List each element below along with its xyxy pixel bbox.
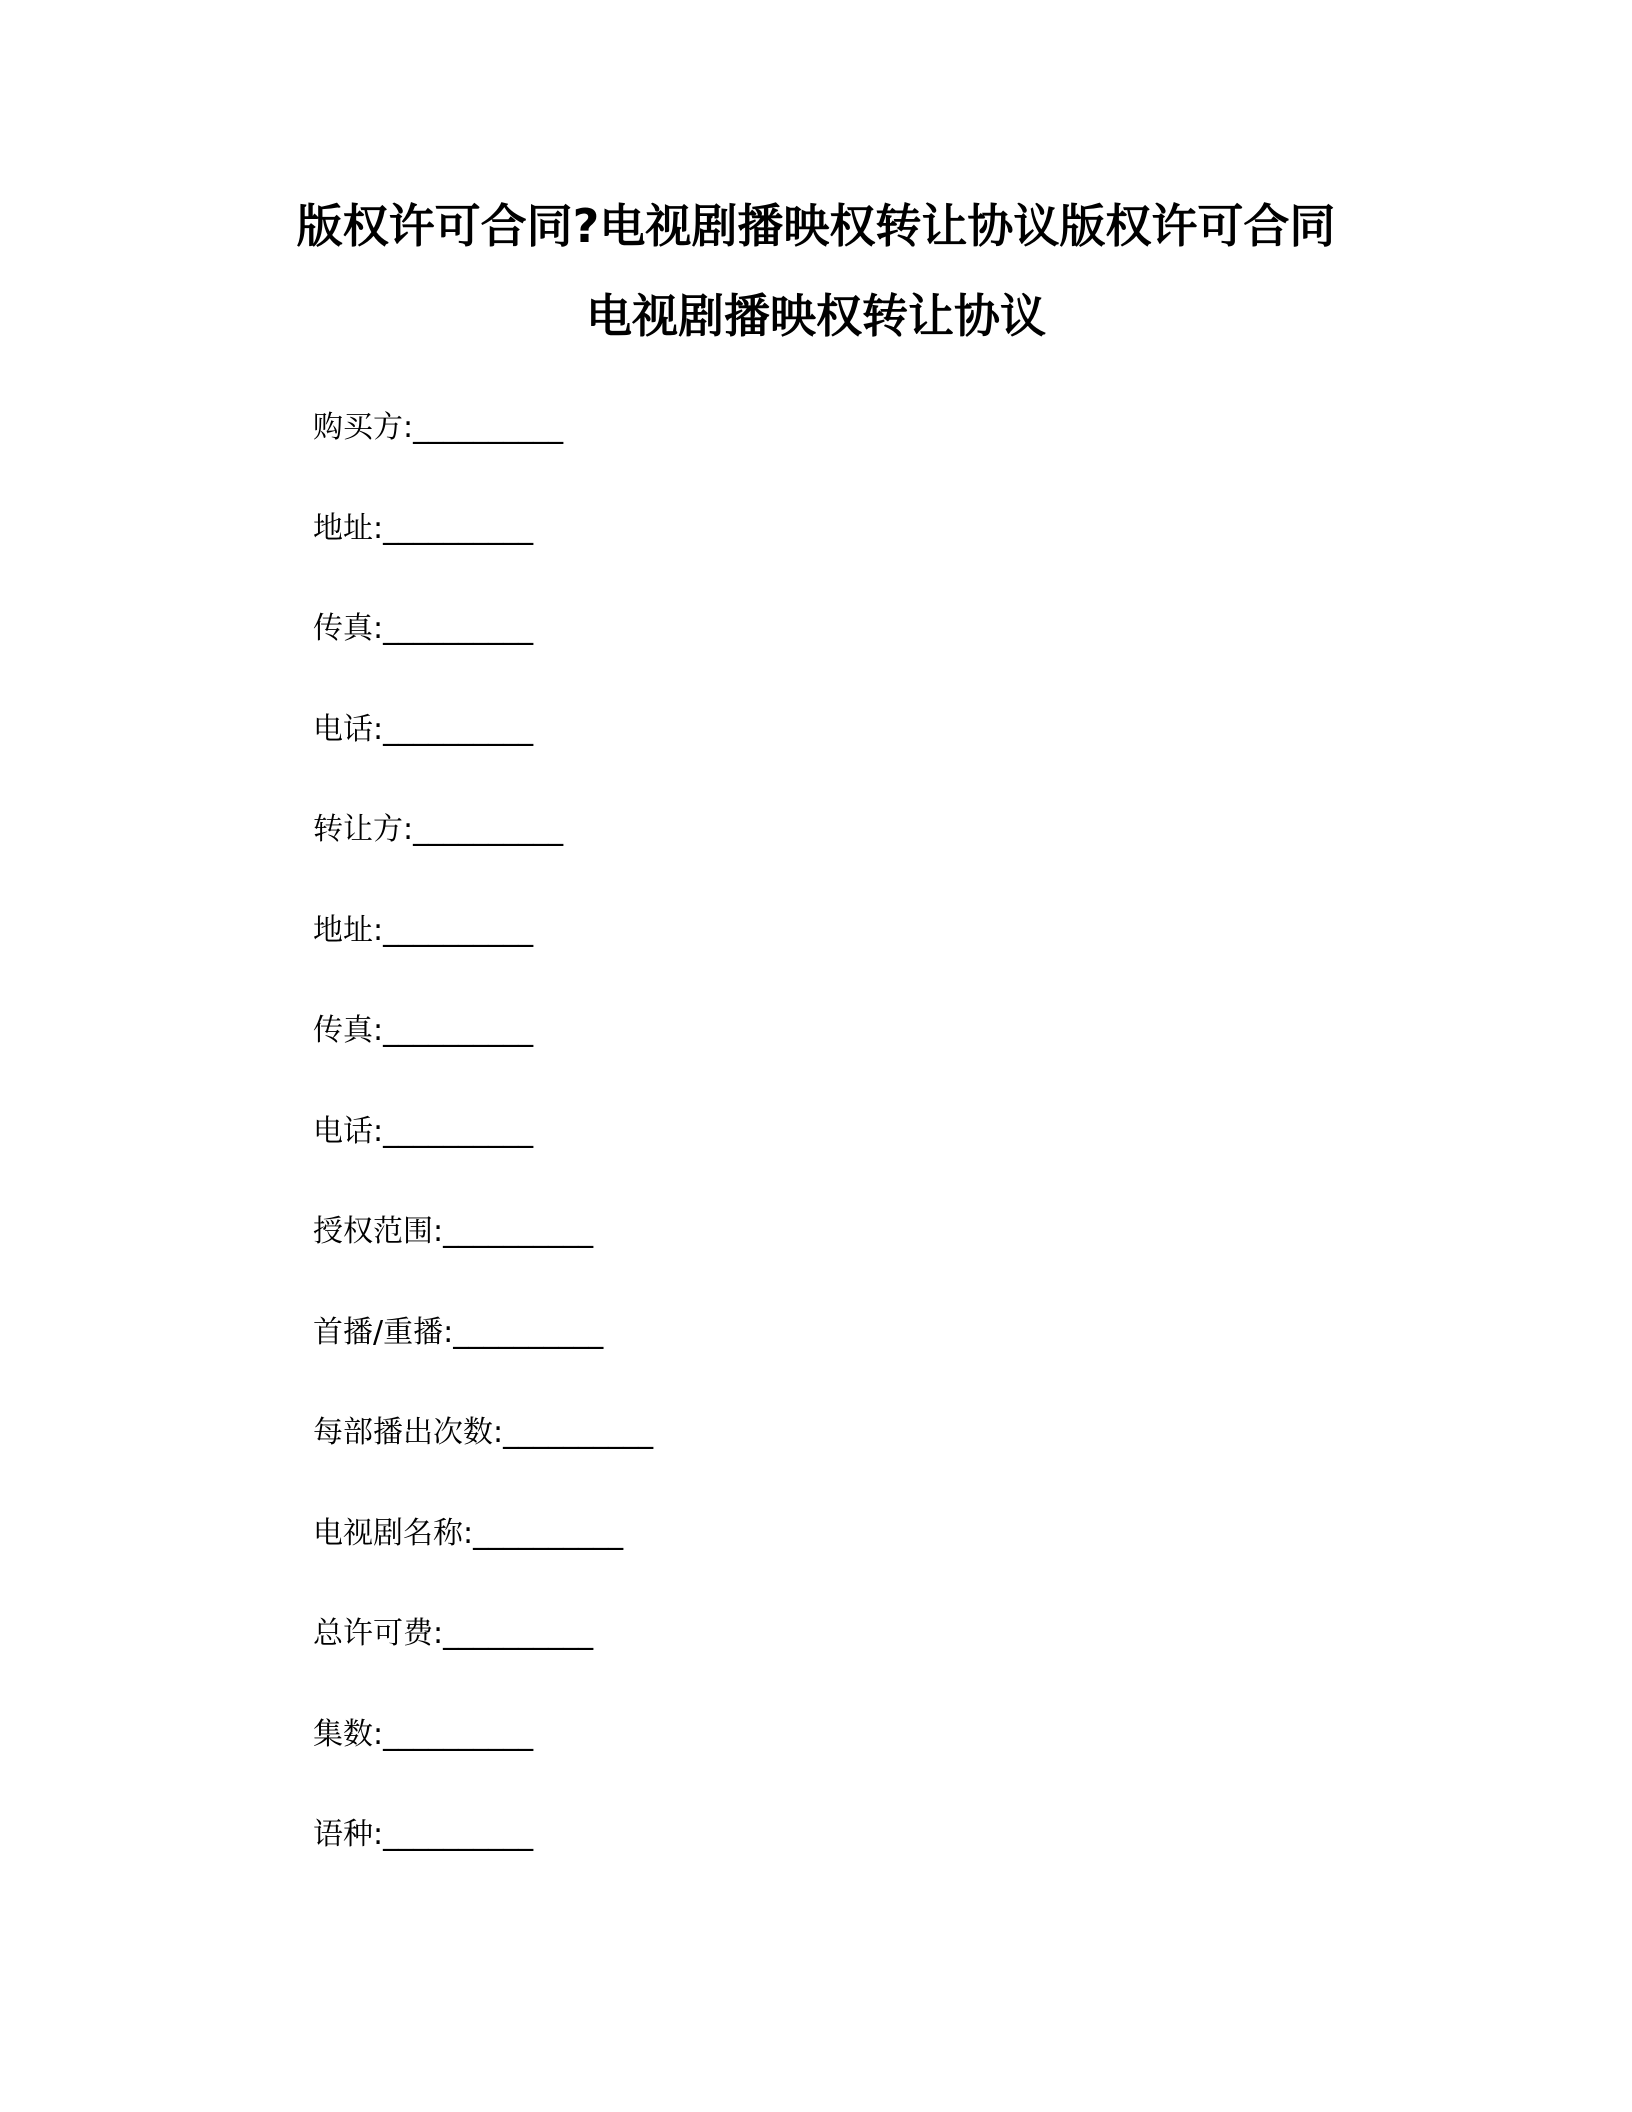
- field-broadcasts-per-series: [313, 1413, 1413, 1514]
- field-premiere-rerun: [313, 1313, 1413, 1414]
- contract-fields: [313, 408, 1413, 1916]
- field-episode-count: [313, 1715, 1413, 1816]
- field-label: 电话:: [313, 1113, 384, 1149]
- field-label: 转让方:: [313, 812, 414, 847]
- field-label: 电视剧名称:: [313, 1515, 474, 1551]
- field-blank: __________: [383, 1013, 534, 1048]
- document-title-line-1: 版权许可合同?电视剧播映权转让协议版权许可合同: [296, 199, 1336, 253]
- field-license-scope: [313, 1212, 1413, 1313]
- field-transferor: [313, 810, 1413, 911]
- field-total-license-fee: [313, 1614, 1413, 1715]
- field-transferor-fax: [313, 1011, 1413, 1112]
- field-blank: __________: [473, 1515, 624, 1551]
- field-label: 传真:: [313, 611, 384, 646]
- field-buyer-address: [313, 509, 1413, 610]
- field-label: 授权范围:: [313, 1214, 444, 1249]
- field-buyer-phone: [313, 710, 1413, 811]
- field-transferor-phone: [313, 1112, 1413, 1213]
- field-label: 语种:: [313, 1817, 384, 1852]
- field-label: 集数:: [313, 1716, 384, 1752]
- field-label: 首播/重播:: [313, 1314, 454, 1350]
- field-blank: __________: [383, 1113, 534, 1149]
- field-language: [313, 1815, 1413, 1916]
- field-blank: __________: [443, 1616, 594, 1651]
- field-buyer: [313, 408, 1413, 509]
- field-label: 每部播出次数:: [313, 1415, 504, 1450]
- field-blank: __________: [383, 510, 534, 546]
- field-blank: __________: [383, 1716, 534, 1752]
- field-blank: __________: [453, 1314, 604, 1350]
- field-blank: __________: [383, 611, 534, 646]
- field-label: 传真:: [313, 1013, 384, 1048]
- field-label: 总许可费:: [313, 1616, 444, 1651]
- field-buyer-fax: [313, 609, 1413, 710]
- field-blank: __________: [503, 1415, 654, 1450]
- field-label: 地址:: [313, 510, 384, 546]
- field-transferor-address: [313, 911, 1413, 1012]
- field-blank: __________: [383, 912, 534, 948]
- field-label: 电话:: [313, 711, 384, 747]
- field-blank: __________: [443, 1214, 594, 1249]
- field-drama-title: [313, 1514, 1413, 1615]
- field-label: 购买方:: [313, 410, 414, 445]
- field-label: 地址:: [313, 912, 384, 948]
- field-blank: __________: [383, 711, 534, 747]
- field-blank: __________: [383, 1817, 534, 1852]
- field-blank: __________: [413, 812, 564, 847]
- document-title-line-2: 电视剧播映权转让协议: [586, 289, 1046, 343]
- field-blank: __________: [413, 410, 564, 445]
